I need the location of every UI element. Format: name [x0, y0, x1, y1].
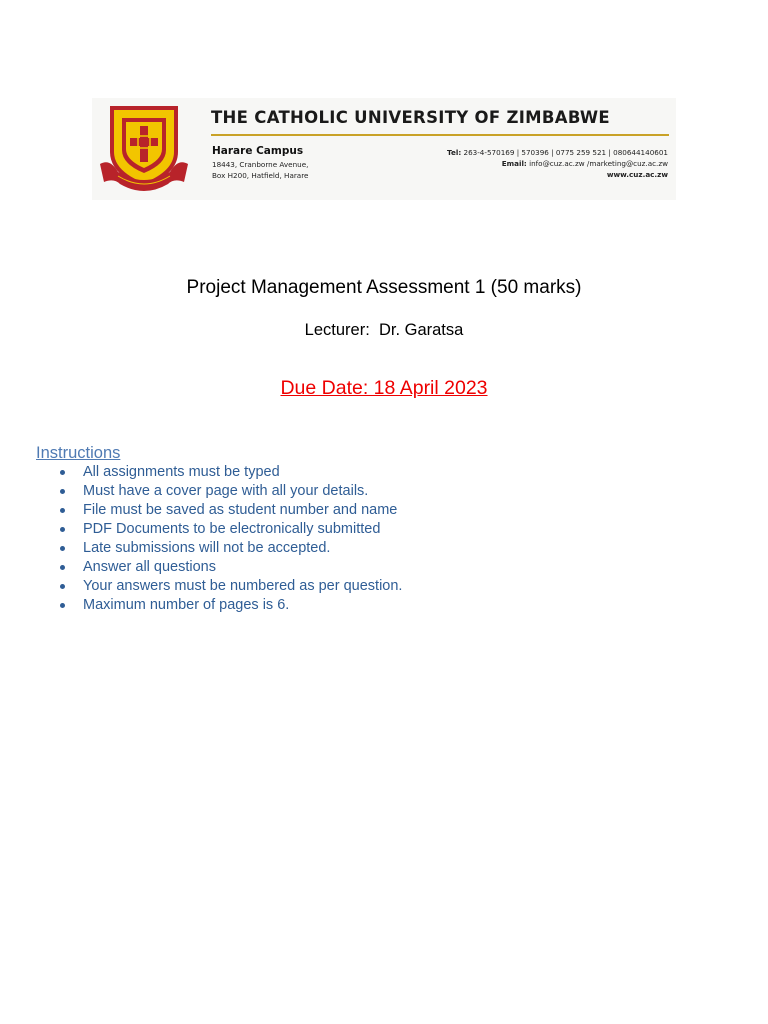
letterhead: [92, 98, 676, 200]
contact-block: [447, 147, 668, 180]
list-item: [58, 520, 402, 539]
bullet-icon: [60, 508, 65, 513]
website: www.cuz.ac.zw: [606, 170, 668, 179]
list-item: [58, 577, 402, 596]
list-item: [58, 558, 402, 577]
instruction-text: PDF Documents to be electronically submitted: [83, 521, 381, 537]
address-line: 18443, Cranborne Avenue,: [212, 160, 309, 169]
bullet-icon: [60, 489, 65, 494]
university-name: THE CATHOLIC UNIVERSITY OF ZIMBABWE: [211, 108, 610, 127]
instruction-text: Late submissions will not be accepted.: [83, 540, 331, 556]
instruction-text: Your answers must be numbered as per question.: [83, 578, 403, 594]
instruction-text: Must have a cover page with all your details.: [83, 483, 369, 499]
lecturer-line: Lecturer: Dr. Garatsa: [304, 321, 464, 339]
campus-name: Harare Campus: [212, 145, 304, 157]
bullet-icon: [60, 584, 65, 589]
instruction-text: All assignments must be typed: [83, 464, 280, 480]
list-item: [58, 501, 402, 520]
bullet-icon: [60, 546, 65, 551]
bullet-icon: [60, 603, 65, 608]
instructions-list: [58, 463, 402, 615]
list-item: [58, 482, 402, 501]
email-addresses: info@cuz.ac.zw /marketing@cuz.ac.zw: [529, 159, 668, 168]
assessment-title: Project Management Assessment 1 (50 marks): [186, 277, 582, 298]
email-line: [447, 158, 668, 169]
list-item: [58, 539, 402, 558]
instructions-heading: Instructions: [36, 444, 121, 462]
telephone-numbers: 263-4-570169 | 570396 | 0775 259 521 | 080644140601: [463, 148, 668, 157]
website-line: [447, 169, 668, 180]
bullet-icon: [60, 565, 65, 570]
instruction-text: Answer all questions: [83, 559, 216, 575]
email-label: Email:: [501, 159, 527, 168]
tel-label: Tel:: [447, 148, 462, 157]
campus-address: [212, 159, 308, 181]
instruction-text: File must be saved as student number and name: [83, 502, 398, 518]
telephone-line: [447, 147, 668, 158]
bullet-icon: [60, 470, 65, 475]
list-item: [58, 463, 402, 482]
list-item: [58, 596, 402, 615]
bullet-icon: [60, 527, 65, 532]
instruction-text: Maximum number of pages is 6.: [83, 597, 290, 613]
due-date: Due Date: 18 April 2023: [280, 377, 488, 399]
letterhead-divider: [211, 134, 669, 136]
address-line: Box H200, Hatfield, Harare: [212, 171, 309, 180]
university-crest-icon: [96, 102, 192, 196]
